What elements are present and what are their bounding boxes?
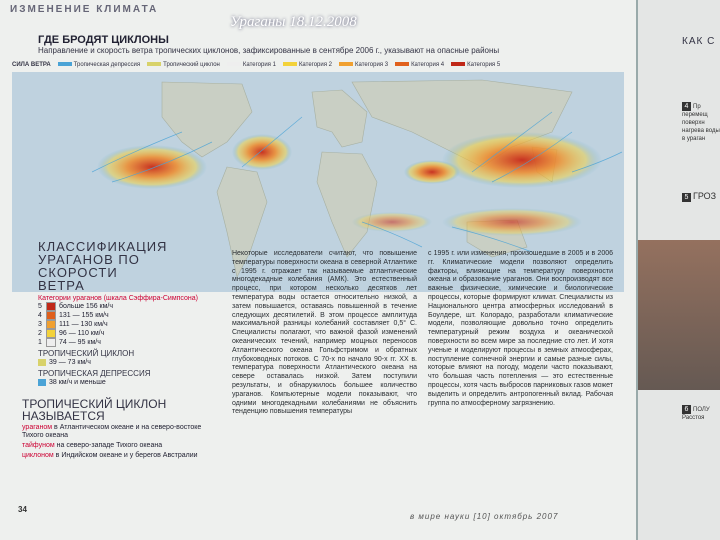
legend-swatch [283,62,297,66]
legend-item: Категория 2 [283,62,332,68]
naming-block [22,398,212,460]
classification-title: КЛАССИФИКАЦИЯ УРАГАНОВ ПО СКОРОСТИ ВЕТРА [38,239,168,293]
hotspot-indian [404,160,460,184]
hotspot-australia [442,208,582,236]
page-number: 34 [18,505,27,514]
map-header [38,34,618,56]
category-row: 3 111 — 130 км/ч [38,321,108,328]
legend-item: Категория 3 [339,62,388,68]
hotspot-east-pacific [97,145,207,189]
slide-title: Ураганы 18.12.2008 [230,14,357,30]
depression-speed: 38 км/ч и меньше [38,378,223,387]
legend-swatch [339,62,353,66]
badge-5: 5 [682,193,691,202]
category-row: 2 96 — 110 км/ч [38,330,105,337]
hotspot-west-pacific [442,132,602,188]
map-legend [12,62,622,68]
naming-item: тайфуном на северо-западе Тихого океана [22,442,163,449]
legend-swatch [395,62,409,66]
category-swatch [46,338,56,347]
naming-item: ураганом в Атлантическом океане и на северо-востоке Тихого океана [22,424,202,439]
legend-item: Категория 1 [227,62,276,68]
legend-item: Категория 5 [451,62,500,68]
legend-swatch [147,62,161,66]
depression-heading: ТРОПИЧЕСКАЯ ДЕПРЕССИЯ [38,369,151,378]
article-column-1: Некоторые исследователи считают, что повышение температуры поверхности океана в северной Атлантике с 1995 г. отражает так называемые атлантические многодекадные колебания (АМК). Это естественный процесс, при котором несколько десятков лет температура воды остается относительно низкой, а затем повышается, оставаясь повышенной в течение следующих десятилетий. В этом процессе амплитуда максимальной разницы колебаний составляет 0,5° С. Специалисты полагают, что важной фазой изменений океанических течений, например мощных переносов Атлантического океана Гольфстримом и обратных глубоководных потоков. С 70-х по начало 90-х гг. XX в. температура поверхности Атлантического океана на севере оставалась низкой. Затем поступили результаты, и обнаружилось большее количество ураганов. Компьютерные модели показывают, что одними многодекадными колебаниями не объяснить тенденцию повышения температуры [232,250,417,416]
badge-6: 6 [682,405,691,414]
legend-item: Тропическая депрессия [58,62,140,68]
legend-item: Категория 4 [395,62,444,68]
category-row: 4 131 — 155 км/ч [38,312,109,319]
badge-4: 4 [682,102,691,111]
naming-title: ТРОПИЧЕСКИЙ ЦИКЛОН НАЗЫВАЕТСЯ [22,397,167,423]
category-swatch [46,311,56,320]
map-title: ГДЕ БРОДЯТ ЦИКЛОНЫ [38,34,169,46]
category-row: 5 больше 156 км/ч [38,303,114,310]
map-subtitle: Направление и скорость ветра тропических циклонов, зафиксированные в сентябре 2006 г., указывают на опасные районы [38,46,500,55]
category-row: 1 74 — 95 км/ч [38,339,101,346]
classification-block [38,240,223,387]
category-swatch [46,302,56,311]
legend-swatch [451,62,465,66]
article-column-2: с 1995 г. или изменения, произошедшие в 2005 и в 2006 гг. Климатические модели позволяют определить факторы, влияющие на температуру поверхности океана и образование ураганов. Они воспроизводят все важные физические, химические и биологические процессы, которые формируют климат. Специалисты из Национального центра атмосферных исследований в Боулдере, шт. Колорадо, разработали климатические модели, позволяющие довольно точно определить температурный режим воздуха и океанической поверхности во всем мире за последние сто лет. И хотя ученые и моделируют процессы в земных атмосферах, поступление солнечной энергии и самые разные силы, которые влияют на погоду, модели часто показывают, что большая часть потепления — это естественные процессы, хотя часть выбросов парниковых газов может выделить и определить антропогенный вклад. Рабочая группа по атмосферному загрязнению. [428,250,613,407]
legend-item: Тропический циклон [147,62,220,68]
scale-heading: Категории ураганов (шкала Сэффира-Симпсона) [38,295,198,302]
info-box-6: 6 ПОЛУ Расстоя [682,406,710,421]
legend-label: СИЛА ВЕТРА [12,62,51,68]
right-page-title: КАК С [682,36,716,47]
illustration-strip [638,240,720,390]
legend-swatch [227,62,241,66]
right-page [636,0,720,540]
category-swatch [46,320,56,329]
info-box-4: 4 Пр перемещ поверхн нагрева воды в ураган [682,103,720,142]
naming-item: циклоном в Индийском океане и у берегов Австралии [22,452,198,459]
hotspot-south-indian [352,212,432,232]
magazine-footer: в мире науки [10] октябрь 2007 [410,512,559,521]
cyclone-speed: 39 — 73 км/ч [38,358,223,367]
section-label: ИЗМЕНЕНИЕ КЛИМАТА [10,4,159,15]
info-box-5: 5 ГРОЗ [682,192,720,202]
cyclone-heading: ТРОПИЧЕСКИЙ ЦИКЛОН [38,349,135,358]
legend-swatch [58,62,72,66]
category-swatch [46,329,56,338]
hotspot-atlantic [232,134,292,170]
